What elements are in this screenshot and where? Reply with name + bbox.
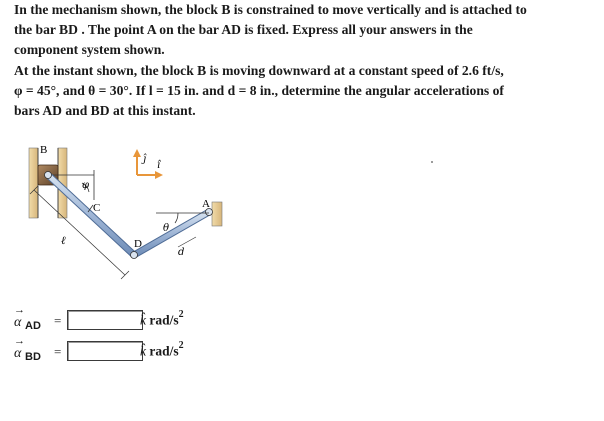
label-phi: φ bbox=[82, 180, 90, 191]
label-j: ĵ bbox=[143, 154, 147, 165]
answer-row-alpha-bd bbox=[14, 335, 314, 365]
alpha-ad-unit: k̂ rad/$s^2$ bbox=[140, 309, 184, 328]
label-a: A bbox=[202, 198, 210, 210]
equals-sign: = bbox=[54, 313, 62, 328]
label-i: î bbox=[157, 160, 161, 171]
problem-line-6: bars AD and BD at this instant. bbox=[14, 102, 196, 118]
problem-line-4: At the instant shown, the block B is moving downward at a constant speed of 2.6 ft/s, bbox=[14, 62, 504, 78]
label-c: C bbox=[93, 202, 101, 214]
alpha-ad-label: → α AD bbox=[14, 304, 41, 332]
label-b: B bbox=[40, 144, 48, 156]
answer-row-alpha-ad bbox=[14, 304, 314, 334]
label-d-dim: d bbox=[178, 247, 185, 258]
left-guide-wall bbox=[29, 148, 38, 218]
problem-line-1: In the mechanism shown, the block B is constrained to move vertically and is attached to bbox=[14, 2, 527, 17]
problem-line-3: component system shown. bbox=[14, 42, 165, 58]
label-d: D bbox=[134, 238, 142, 250]
label-l: ℓ bbox=[61, 234, 66, 247]
equals-sign: = bbox=[54, 344, 62, 359]
problem-line-2: the bar BD . The point A on the bar AD is fixed. Express all your answers in the bbox=[14, 22, 473, 38]
alpha-bd-input[interactable] bbox=[67, 341, 143, 361]
alpha-ad-input[interactable] bbox=[67, 310, 143, 330]
alpha-bd-unit: k̂ rad/$s^2$ bbox=[140, 340, 184, 359]
wall-a bbox=[212, 202, 222, 226]
problem-line-5: φ = 45°, and θ = 30°. If l = 15 in. and d = 8 in., determine the angular accelerations of bbox=[14, 82, 504, 98]
alpha-bd-label: → α BD bbox=[14, 335, 41, 363]
label-theta: θ bbox=[163, 223, 170, 234]
